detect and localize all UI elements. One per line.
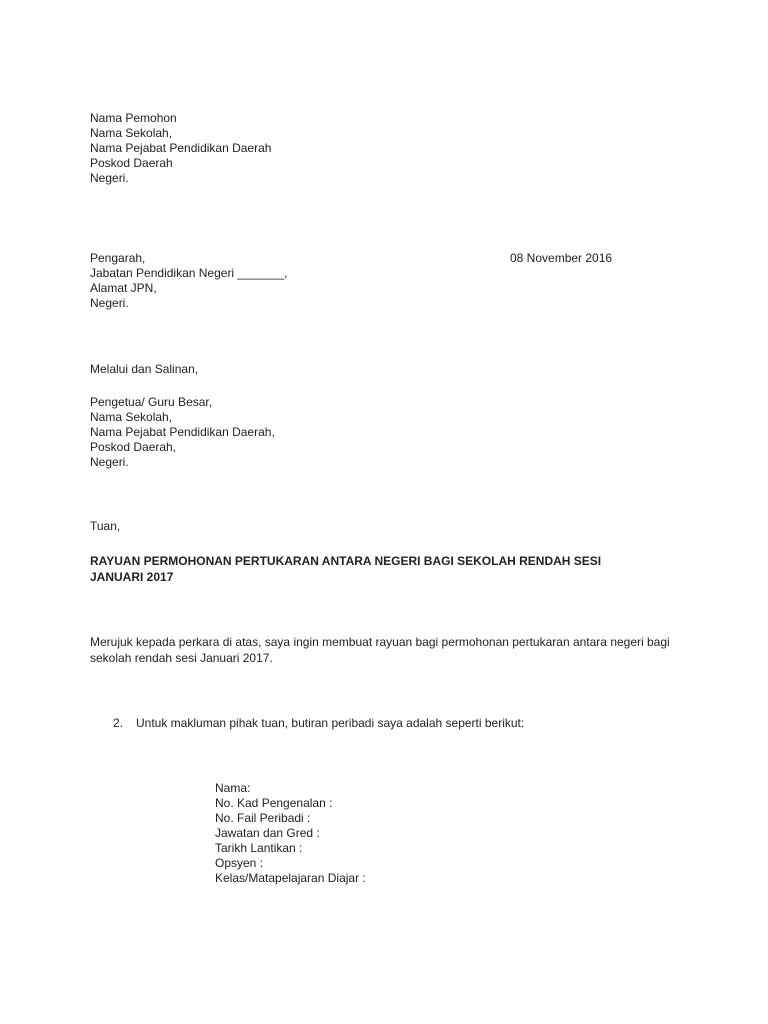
via-label-text: Melalui dan Salinan, bbox=[90, 362, 199, 376]
sender-line: Poskod Daerah bbox=[90, 156, 173, 170]
detail-field-ic: No. Kad Pengenalan : bbox=[215, 796, 333, 810]
salutation-text: Tuan, bbox=[90, 519, 121, 533]
salutation bbox=[90, 519, 120, 534]
detail-field-nama: Nama: bbox=[215, 781, 251, 795]
sender-address bbox=[90, 111, 271, 186]
sender-line: Nama Pejabat Pendidikan Daerah bbox=[90, 141, 272, 155]
sender-line: Nama Pemohon bbox=[90, 111, 177, 125]
detail-field-file: No. Fail Peribadi : bbox=[215, 811, 311, 825]
via-line: Nama Sekolah, bbox=[90, 410, 173, 424]
via-line: Negeri. bbox=[90, 455, 129, 469]
letter-date: 08 November 2016 bbox=[510, 251, 613, 265]
personal-details-list bbox=[215, 781, 366, 886]
via-line: Nama Pejabat Pendidikan Daerah, bbox=[90, 425, 275, 439]
via-label bbox=[90, 362, 198, 377]
paragraph-number: 2. bbox=[113, 716, 124, 730]
paragraph-intro: Merujuk kepada perkara di atas, saya ingin membuat rayuan bagi permohonan pertukaran antara negeri bagi sekolah rendah sesi Januari 2017. bbox=[90, 635, 670, 665]
recipient-line: Negeri. bbox=[90, 296, 129, 310]
recipient-line: Alamat JPN, bbox=[90, 281, 157, 295]
detail-field-position: Jawatan dan Gred : bbox=[215, 826, 320, 840]
recipient-line: Pengarah, bbox=[90, 251, 146, 265]
sender-line: Negeri. bbox=[90, 171, 129, 185]
letter-subject: RAYUAN PERMOHONAN PERTUKARAN ANTARA NEGERI BAGI SEKOLAH RENDAH SESI JANUARI 2017 bbox=[90, 554, 602, 584]
paragraph-text: Untuk makluman pihak tuan, butiran peribadi saya adalah seperti berikut: bbox=[136, 716, 525, 730]
recipient-line: Jabatan Pendidikan Negeri _______, bbox=[90, 266, 288, 280]
detail-field-option: Opsyen : bbox=[215, 856, 264, 870]
via-address bbox=[90, 395, 275, 470]
detail-field-appointment-date: Tarikh Lantikan : bbox=[215, 841, 303, 855]
sender-line: Nama Sekolah, bbox=[90, 126, 173, 140]
paragraph-personal-details bbox=[113, 716, 524, 731]
via-line: Poskod Daerah, bbox=[90, 440, 177, 454]
recipient-address bbox=[90, 251, 287, 311]
via-line: Pengetua/ Guru Besar, bbox=[90, 395, 213, 409]
detail-field-class-subject: Kelas/Matapelajaran Diajar : bbox=[215, 871, 366, 885]
